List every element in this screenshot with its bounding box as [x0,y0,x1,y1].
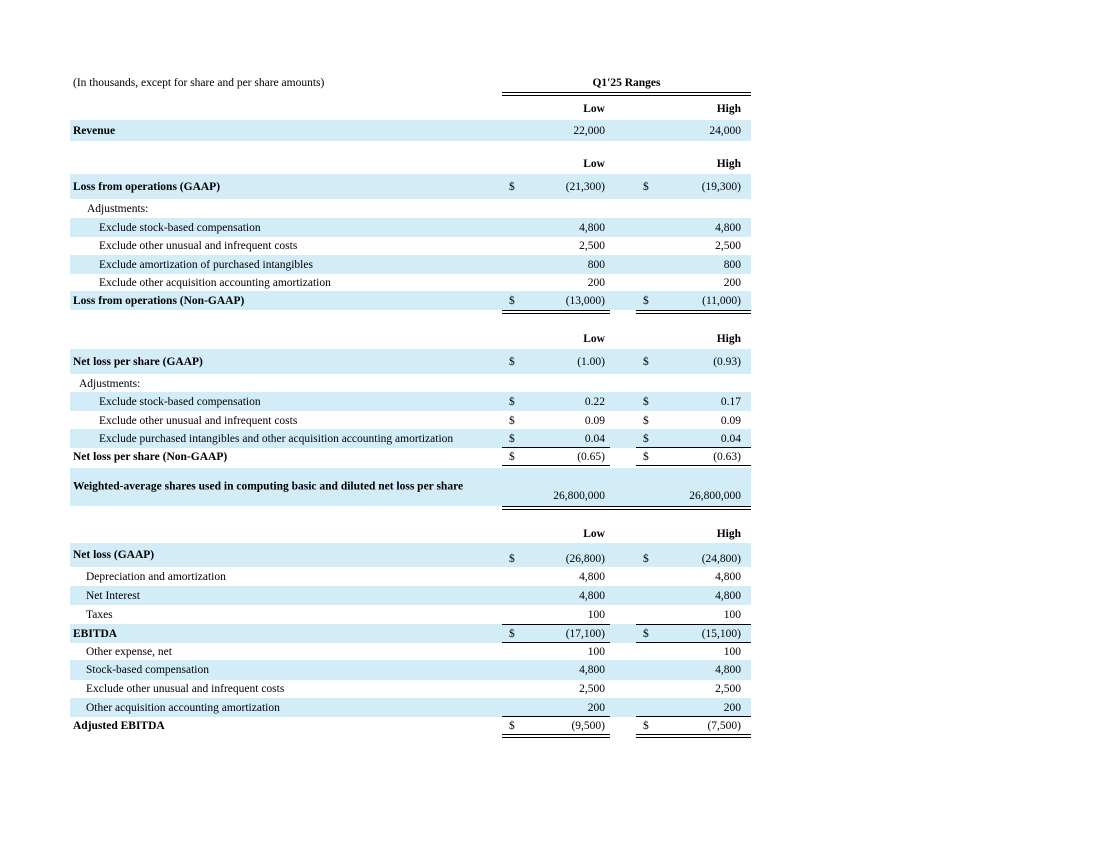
adj-item-row [70,698,751,717]
ebitda-item-row [70,605,751,624]
low-header: Low [583,527,605,540]
ops-adj-low: 2,500 [579,239,605,252]
shares-low: 26,800,000 [553,490,605,502]
ebitda-label: EBITDA [73,627,118,640]
revenue-high: 24,000 [709,124,741,137]
ops-adjustments-row [70,199,751,218]
ops-adj-row [70,273,751,292]
eps-adj-row [70,392,751,411]
ebitda-item-label: Net Interest [86,589,140,602]
eps-adj-label: Exclude purchased intangibles and other acquisition accounting amortization [99,432,454,445]
adj-item-row [70,642,751,661]
low-header: Low [583,332,605,345]
currency-symbol: $ [643,432,649,445]
revenue-row [70,120,751,141]
column-header-row [70,99,751,118]
currency-symbol: $ [509,719,515,732]
currency-symbol: $ [643,450,649,463]
eps-gaap-row [70,349,751,374]
ebitda-high: (15,100) [701,627,741,640]
shares-row [70,468,751,506]
currency-symbol: $ [509,553,515,565]
adj-item-high: 100 [723,645,741,658]
subtotal-line [502,624,610,625]
eps-adj-high: 0.17 [720,395,741,408]
column-header-row [70,524,751,543]
currency-symbol: $ [643,355,649,368]
adj-item-label: Other acquisition accounting amortization [86,701,280,714]
adj-item-low: 100 [587,645,605,658]
ebitda-item-high: 100 [723,608,741,621]
adj-item-label: Exclude other unusual and infrequent costs [86,682,285,695]
ops-adj-high: 200 [723,276,741,289]
eps-nongaap-low: (0.65) [577,450,605,463]
currency-symbol: $ [509,355,515,368]
eps-adj-row [70,429,751,448]
netloss-gaap-high: (24,800) [701,553,741,565]
currency-symbol: $ [509,294,515,307]
eps-adj-low: 0.04 [584,432,605,445]
shares-high: 26,800,000 [689,490,741,502]
subtotal-line [636,624,751,625]
eps-gaap-label: Net loss per share (GAAP) [73,355,203,368]
currency-symbol: $ [643,553,649,565]
netloss-gaap-label: Net loss (GAAP) [73,549,155,561]
ebitda-item-label: Taxes [86,608,113,621]
ebitda-item-low: 4,800 [579,570,605,583]
adj-item-row [70,679,751,698]
eps-adjustments-row [70,374,751,393]
high-header: High [716,102,741,115]
eps-adj-label: Exclude other unusual and infrequent costs [99,414,298,427]
eps-adj-low: 0.09 [584,414,605,427]
ebitda-item-high: 4,800 [715,570,741,583]
netloss-gaap-row [70,543,751,567]
ops-gaap-row [70,174,751,199]
eps-gaap-high: (0.93) [713,355,741,368]
total-double-line [502,310,610,314]
ops-adj-label: Exclude amortization of purchased intangibles [99,258,313,271]
ops-adj-low: 200 [587,276,605,289]
eps-nongaap-row [70,447,751,466]
ebitda-item-high: 4,800 [715,589,741,602]
ops-adj-row [70,255,751,274]
currency-symbol: $ [643,180,649,193]
ops-nongaap-low: (13,000) [565,294,605,307]
ops-adj-label: Exclude stock-based compensation [99,221,261,234]
eps-adjustments-label: Adjustments: [79,377,141,390]
adj-item-label: Other expense, net [86,645,172,658]
netloss-gaap-low: (26,800) [565,553,605,565]
ops-nongaap-high: (11,000) [702,294,741,307]
ops-adj-high: 800 [723,258,741,271]
shares-label: Weighted-average shares used in computing basic and diluted net loss per share [73,480,464,493]
ebitda-item-row [70,567,751,586]
currency-symbol: $ [509,627,515,640]
currency-symbol: $ [509,432,515,445]
units-note: (In thousands, except for share and per share amounts) [73,77,325,89]
ops-adjustments-label: Adjustments: [87,202,149,215]
adj-item-low: 4,800 [579,664,605,676]
ops-adj-high: 2,500 [715,239,741,252]
eps-adj-row [70,411,751,430]
revenue-low: 22,000 [573,124,605,137]
adjusted-ebitda-label: Adjusted EBITDA [73,719,165,732]
ebitda-row [70,624,751,643]
currency-symbol: $ [643,719,649,732]
ops-adj-row [70,236,751,255]
ops-nongaap-row [70,291,751,310]
period-title: Q1'25 Ranges [592,77,661,89]
adj-item-high: 4,800 [715,664,741,676]
ebitda-item-low: 100 [587,608,605,621]
eps-adj-high: 0.09 [720,414,741,427]
currency-symbol: $ [509,450,515,463]
eps-adj-low: 0.22 [584,395,605,408]
ops-adj-label: Exclude other unusual and infrequent costs [99,239,298,252]
ebitda-item-low: 4,800 [579,589,605,602]
column-header-row [70,154,751,173]
adj-item-low: 2,500 [579,682,605,695]
eps-adj-label: Exclude stock-based compensation [99,395,261,408]
high-header: High [716,527,741,540]
adjusted-ebitda-low: (9,500) [571,719,605,732]
currency-symbol: $ [643,294,649,307]
period-title-underline [502,92,751,96]
currency-symbol: $ [509,414,515,427]
ops-adj-label: Exclude other acquisition accounting amortization [99,276,331,289]
ops-nongaap-label: Loss from operations (Non-GAAP) [73,294,245,307]
ebitda-item-row [70,586,751,605]
currency-symbol: $ [643,627,649,640]
low-header: Low [583,102,605,115]
total-double-line [502,506,751,510]
total-double-line [502,734,610,738]
ebitda-item-label: Depreciation and amortization [86,570,226,583]
adj-item-high: 200 [723,701,741,714]
adj-item-label: Stock-based compensation [86,664,209,676]
ops-adj-high: 4,800 [715,221,741,234]
high-header: High [716,157,741,170]
currency-symbol: $ [509,395,515,408]
column-header-row [70,329,751,348]
eps-nongaap-high: (0.63) [713,450,741,463]
eps-nongaap-label: Net loss per share (Non-GAAP) [73,450,228,463]
currency-symbol: $ [643,414,649,427]
currency-symbol: $ [643,395,649,408]
adj-item-low: 200 [587,701,605,714]
ops-adj-row [70,218,751,237]
adj-item-row [70,660,751,680]
ops-gaap-low: (21,300) [565,180,605,193]
high-header: High [716,332,741,345]
low-header: Low [583,157,605,170]
total-double-line [636,310,751,314]
eps-gaap-low: (1.00) [577,355,605,368]
eps-adj-high: 0.04 [720,432,741,445]
ops-gaap-label: Loss from operations (GAAP) [73,180,221,193]
ebitda-low: (17,100) [565,627,605,640]
currency-symbol: $ [509,180,515,193]
adj-item-high: 2,500 [715,682,741,695]
total-double-line [636,734,751,738]
ops-gaap-high: (19,300) [701,180,741,193]
revenue-label: Revenue [73,124,116,137]
adjusted-ebitda-row [70,716,751,735]
ops-adj-low: 800 [587,258,605,271]
ops-adj-low: 4,800 [579,221,605,234]
adjusted-ebitda-high: (7,500) [707,719,741,732]
